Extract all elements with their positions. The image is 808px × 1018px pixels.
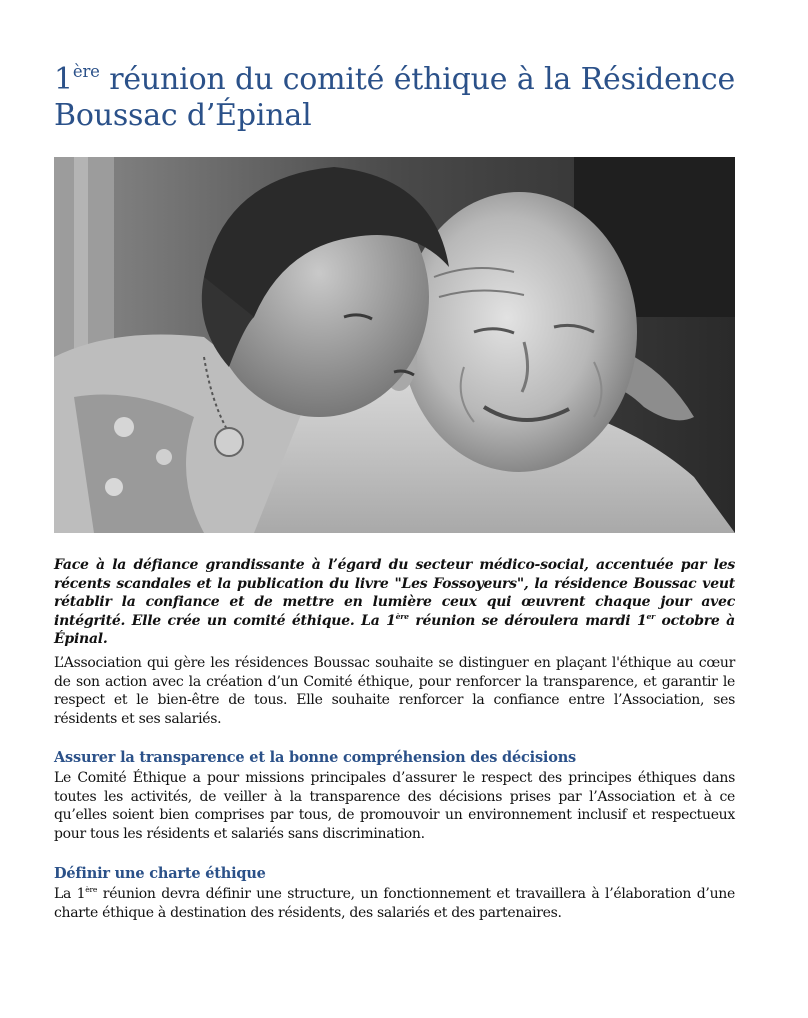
lead-paragraph: Face à la défiance grandissante à l’égard du secteur médico-social, accentuée par les récents scandales et la publication du livre "Les Fossoyeurs", la résidence Boussac veut rétablir la confiance et de mettre en lumière ceux qui œuvrent chaque jour avec intégrité. Elle crée un comité éthique. La 1ère réunion se déroulera mardi 1er octobre à Épinal. (54, 557, 735, 647)
section-body-charter: La 1ère réunion devra définir une structure, un fonctionnement et travaillera à l’élaboration d’une charte éthique à destination des résidents, des salariés et des partenaires. (54, 885, 735, 921)
title-line-2: Boussac d’Épinal (54, 98, 312, 133)
title-line-1: 1ère réunion du comité éthique à la Résidence (54, 62, 735, 97)
section-heading-transparency: Assurer la transparence et la bonne compréhension des décisions (54, 749, 577, 766)
intro-paragraph: L’Association qui gère les résidences Boussac souhaite se distinguer en plaçant l'éthique au cœur de son action avec la création d’un Comité éthique, pour renforcer la transparence, et garantir le respect et le bien-être de tous. Elle souhaite renforcer la confiance entre l’Association, ses résidents et ses salariés. (54, 655, 735, 727)
section-body-transparency: Le Comité Éthique a pour missions principales d’assurer le respect des principes éthiques dans toutes les activités, de veiller à la transparence des décisions prises par l’Association et à ce qu’elles soient bien comprises par tous, de promouvoir un environnement inclusif et respectueux pour tous les résidents et salariés sans discrimination. (54, 770, 735, 842)
article-title (54, 62, 735, 134)
article-photo (54, 157, 735, 533)
section-heading-charter: Définir une charte éthique (54, 865, 266, 882)
